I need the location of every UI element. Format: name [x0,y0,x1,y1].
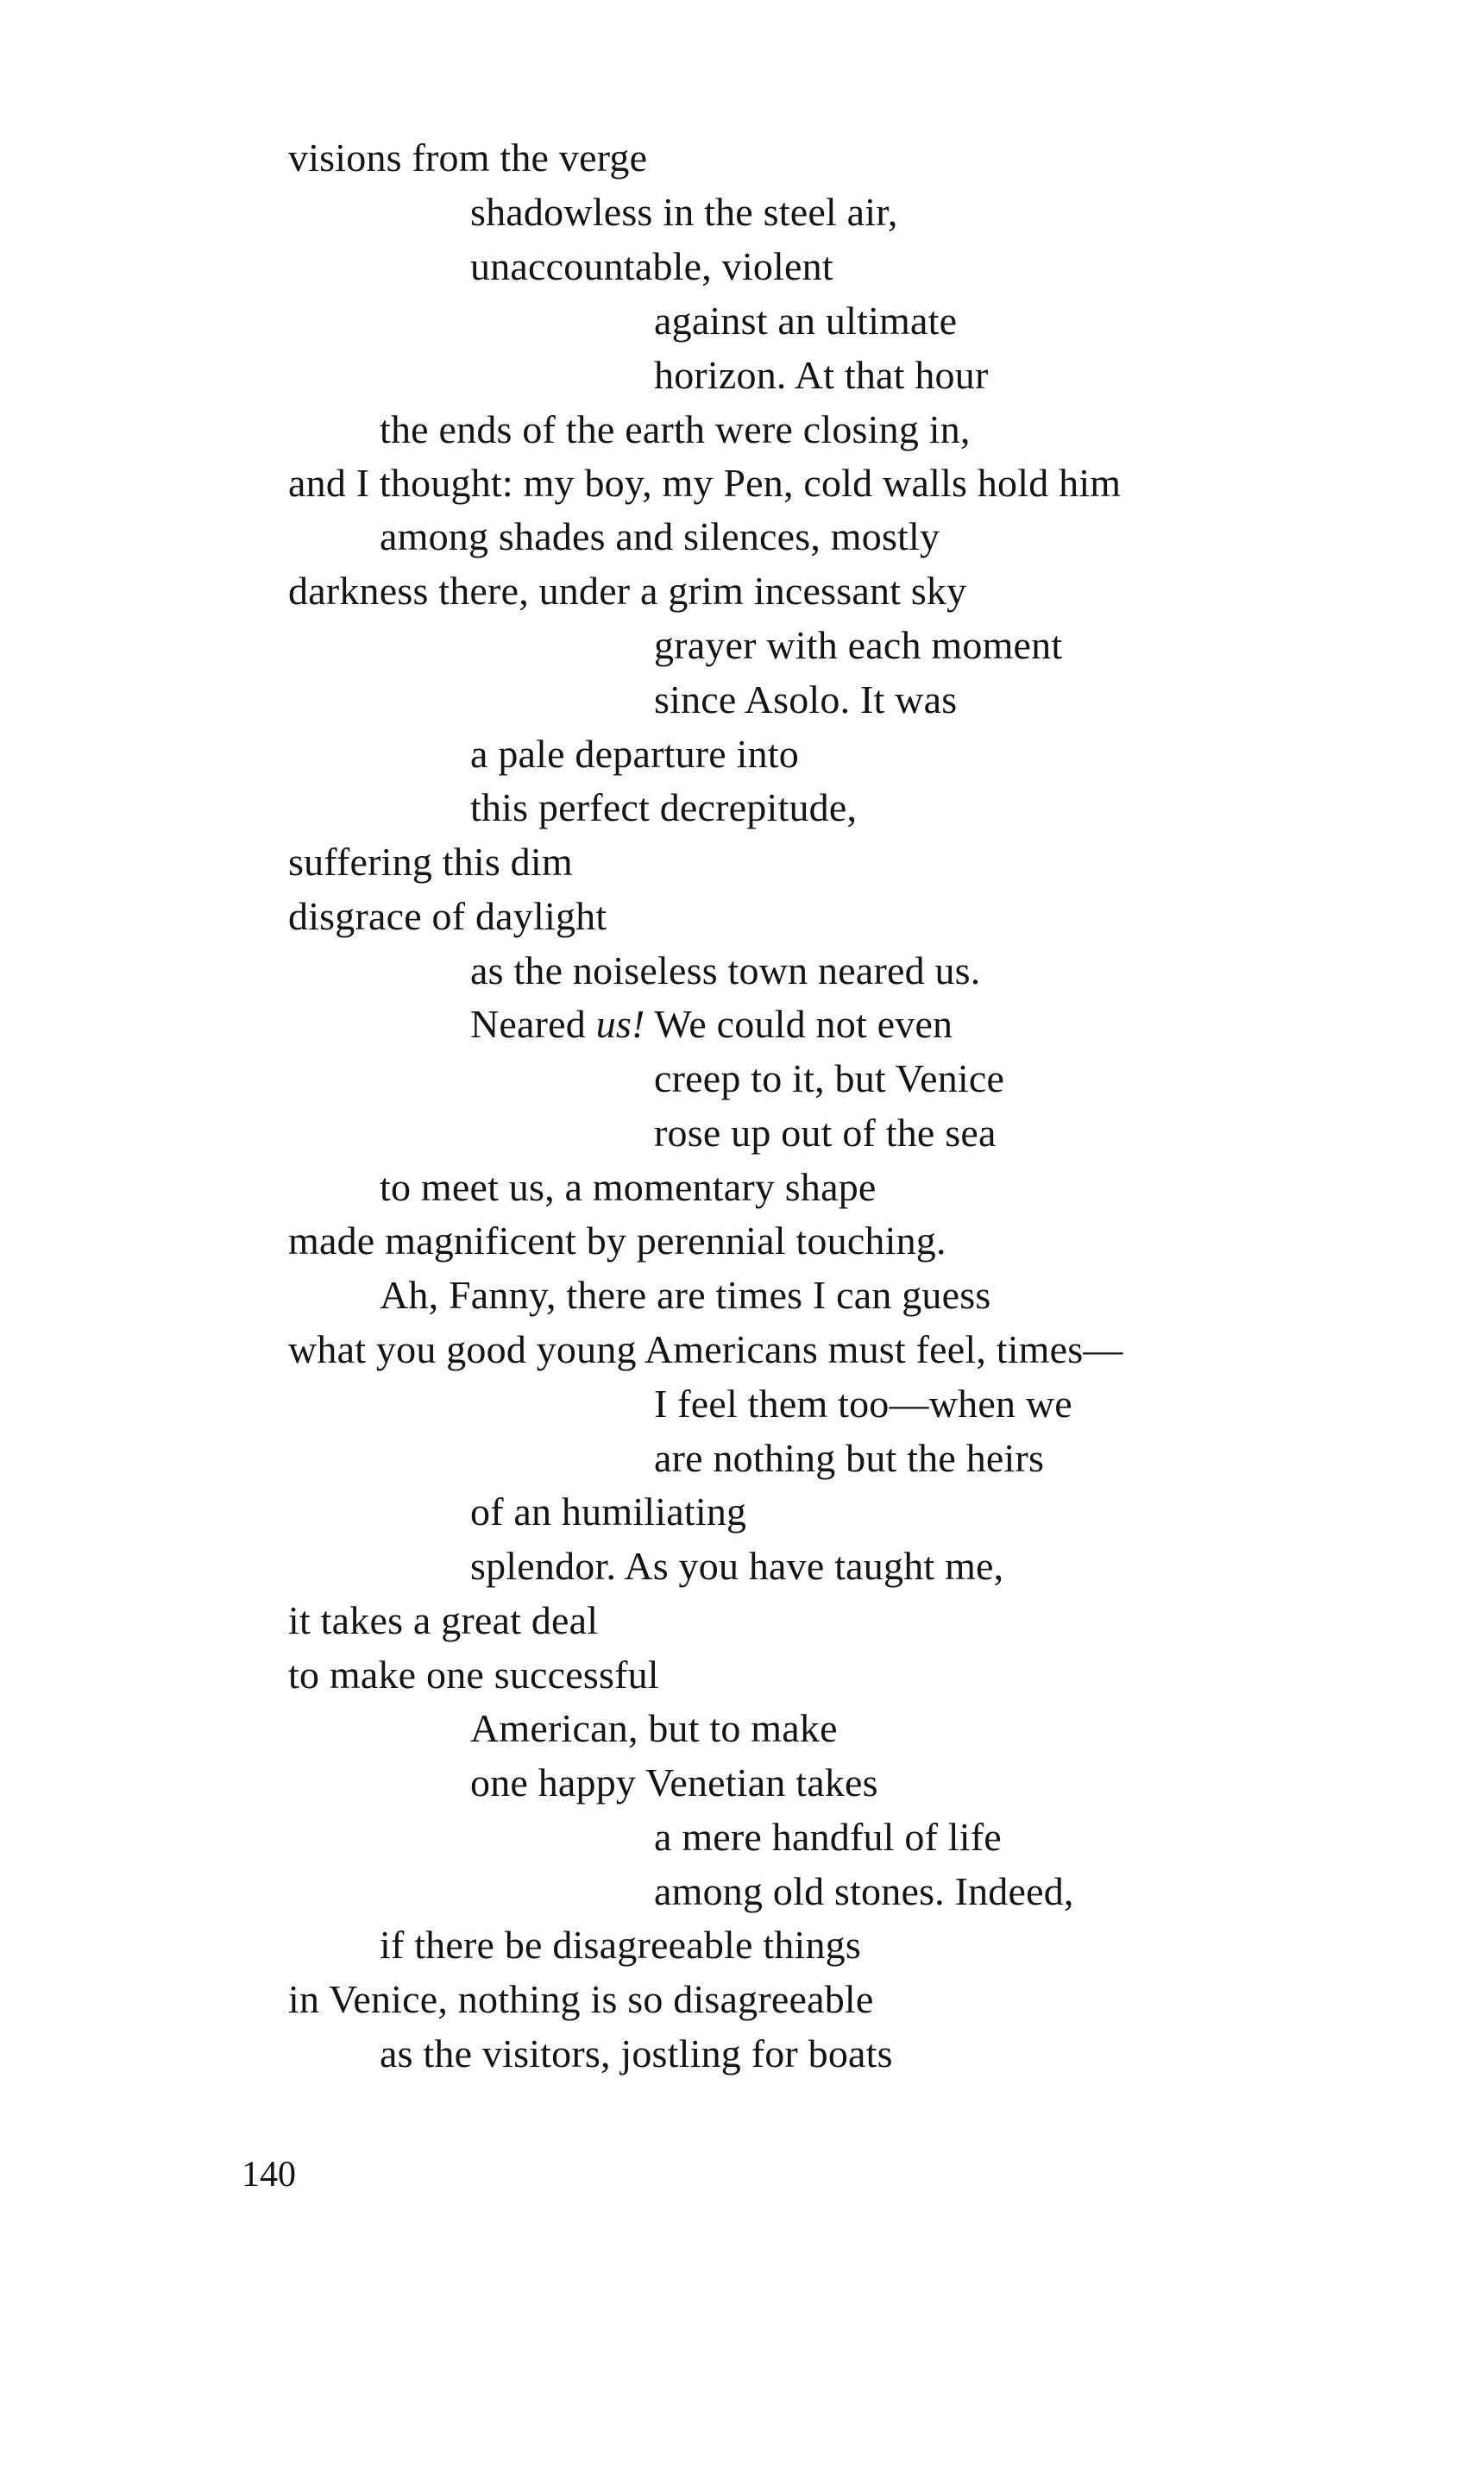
poem-line: as the visitors, jostling for boats [380,2031,893,2075]
line-text: We could not even [645,1002,953,1046]
line-text: Neared [470,1002,596,1046]
poem-line: disgrace of daylight [288,894,607,938]
poem-line: creep to it, but Venice [654,1056,1005,1100]
poem-line: splendor. As you have taught me, [470,1544,1004,1588]
poem-line: to make one successful [288,1653,659,1697]
poem-line: if there be disagreeable things [380,1923,861,1967]
poem-line: I feel them too—when we [654,1382,1072,1426]
poem-line: of an humiliating [470,1490,747,1534]
poem-line: one happy Venetian takes [470,1760,878,1805]
poem-line: since Asolo. It was [654,677,958,721]
poem-line: unaccountable, violent [470,244,833,288]
poem-line: horizon. At that hour [654,353,989,397]
poem-line: among old stones. Indeed, [654,1869,1074,1913]
poem-line: among shades and silences, mostly [380,514,940,558]
poem-line: visions from the verge [288,135,648,180]
poem-line: against an ultimate [654,299,958,343]
poem-line: Ah, Fanny, there are times I can guess [380,1273,991,1317]
poem-line: American, but to make [470,1706,838,1750]
poem-line: shadowless in the steel air, [470,190,898,234]
poem-line: are nothing but the heirs [654,1436,1045,1480]
poem-line: a pale departure into [470,732,799,776]
poem-line: and I thought: my boy, my Pen, cold walls hold him [288,461,1122,505]
poem-line: grayer with each moment [654,623,1063,667]
poem-line: to meet us, a momentary shape [380,1165,877,1209]
poem-line: the ends of the earth were closing in, [380,407,971,451]
poem-line: darkness there, under a grim incessant sky [288,569,967,613]
italic-emphasis: us! [595,1002,645,1046]
poem-line: a mere handful of life [654,1815,1002,1859]
poem-line: made magnificent by perennial touching. [288,1219,946,1263]
poem-line [470,998,953,1050]
page-number: 140 [242,2155,296,2195]
poem-line: as the noiseless town neared us. [470,948,981,992]
poem-line: this perfect decrepitude, [470,785,858,829]
poem-line: rose up out of the sea [654,1111,997,1155]
poem-line: it takes a great deal [288,1598,599,1642]
poem-line: in Venice, nothing is so disagreeable [288,1977,874,2021]
poem-line: what you good young Americans must feel, times— [288,1327,1123,1371]
poem-line: suffering this dim [288,840,573,884]
